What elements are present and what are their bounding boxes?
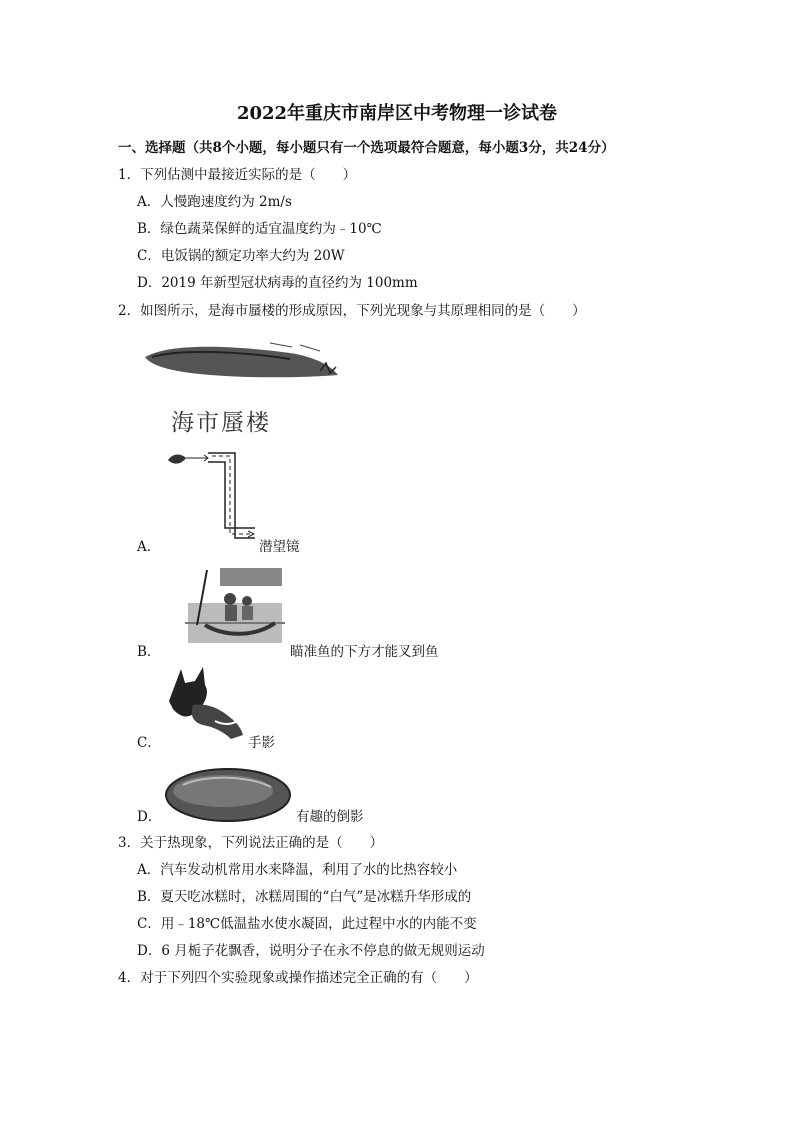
question-1-option-d: D．2019 年新型冠状病毒的直径约为 100mm	[137, 275, 418, 291]
question-1-option-b: B．绿色蔬菜保鲜的适宜温度约为﹣10℃	[137, 221, 382, 237]
spear-fishing-picture	[185, 565, 285, 650]
question-3-option-a: A．汽车发动机常用水来降温，利用了水的比热容较小	[137, 862, 458, 878]
mirage-figure-label: 海市蜃楼	[171, 410, 271, 436]
question-1-stem: 1．下列估测中最接近实际的是（ ）	[118, 167, 357, 183]
question-3-option-b: B．夏天吃冰糕时，冰糕周围的“白气”是冰糕升华形成的	[137, 889, 472, 905]
mirage-picture	[140, 335, 350, 390]
question-2-option-c-caption: 手影	[248, 735, 275, 751]
question-1-option-a: A．人慢跑速度约为 2m/s	[137, 194, 292, 210]
question-3-option-d: D．6 月栀子花飘香，说明分子在永不停息的做无规则运动	[137, 943, 485, 959]
hand-shadow-picture	[165, 665, 250, 745]
question-4-stem: 4．对于下列四个实验现象或操作描述完全正确的有（ ）	[118, 970, 478, 986]
question-2-option-d-letter: D．	[137, 809, 162, 825]
page-title: 2022年重庆市南岸区中考物理一诊试卷	[236, 103, 558, 124]
question-2-option-b-letter: B．	[137, 644, 161, 660]
periscope-picture	[160, 448, 260, 548]
question-2-option-a-caption: 潜望镜	[259, 539, 300, 555]
question-2-option-a-letter: A．	[137, 539, 161, 555]
question-3-stem: 3．关于热现象，下列说法正确的是（ ）	[118, 835, 384, 851]
question-1-option-c: C．电饭锅的额定功率大约为 20W	[137, 248, 345, 264]
question-2-option-c-letter: C．	[137, 735, 161, 751]
question-2-stem: 2．如图所示，是海市蜃楼的形成原因，下列光现象与其原理相同的是（ ）	[118, 303, 586, 319]
section-heading: 一、选择题（共8个小题，每小题只有一个选项最符合题意，每小题3分，共24分）	[118, 140, 615, 156]
reflection-picture	[163, 765, 293, 825]
question-3-option-c: C．用﹣18℃低温盐水使水凝固，此过程中水的内能不变	[137, 916, 477, 932]
question-2-option-d-caption: 有趣的倒影	[296, 809, 364, 825]
question-2-option-b-caption: 瞄准鱼的下方才能叉到鱼	[290, 644, 439, 660]
